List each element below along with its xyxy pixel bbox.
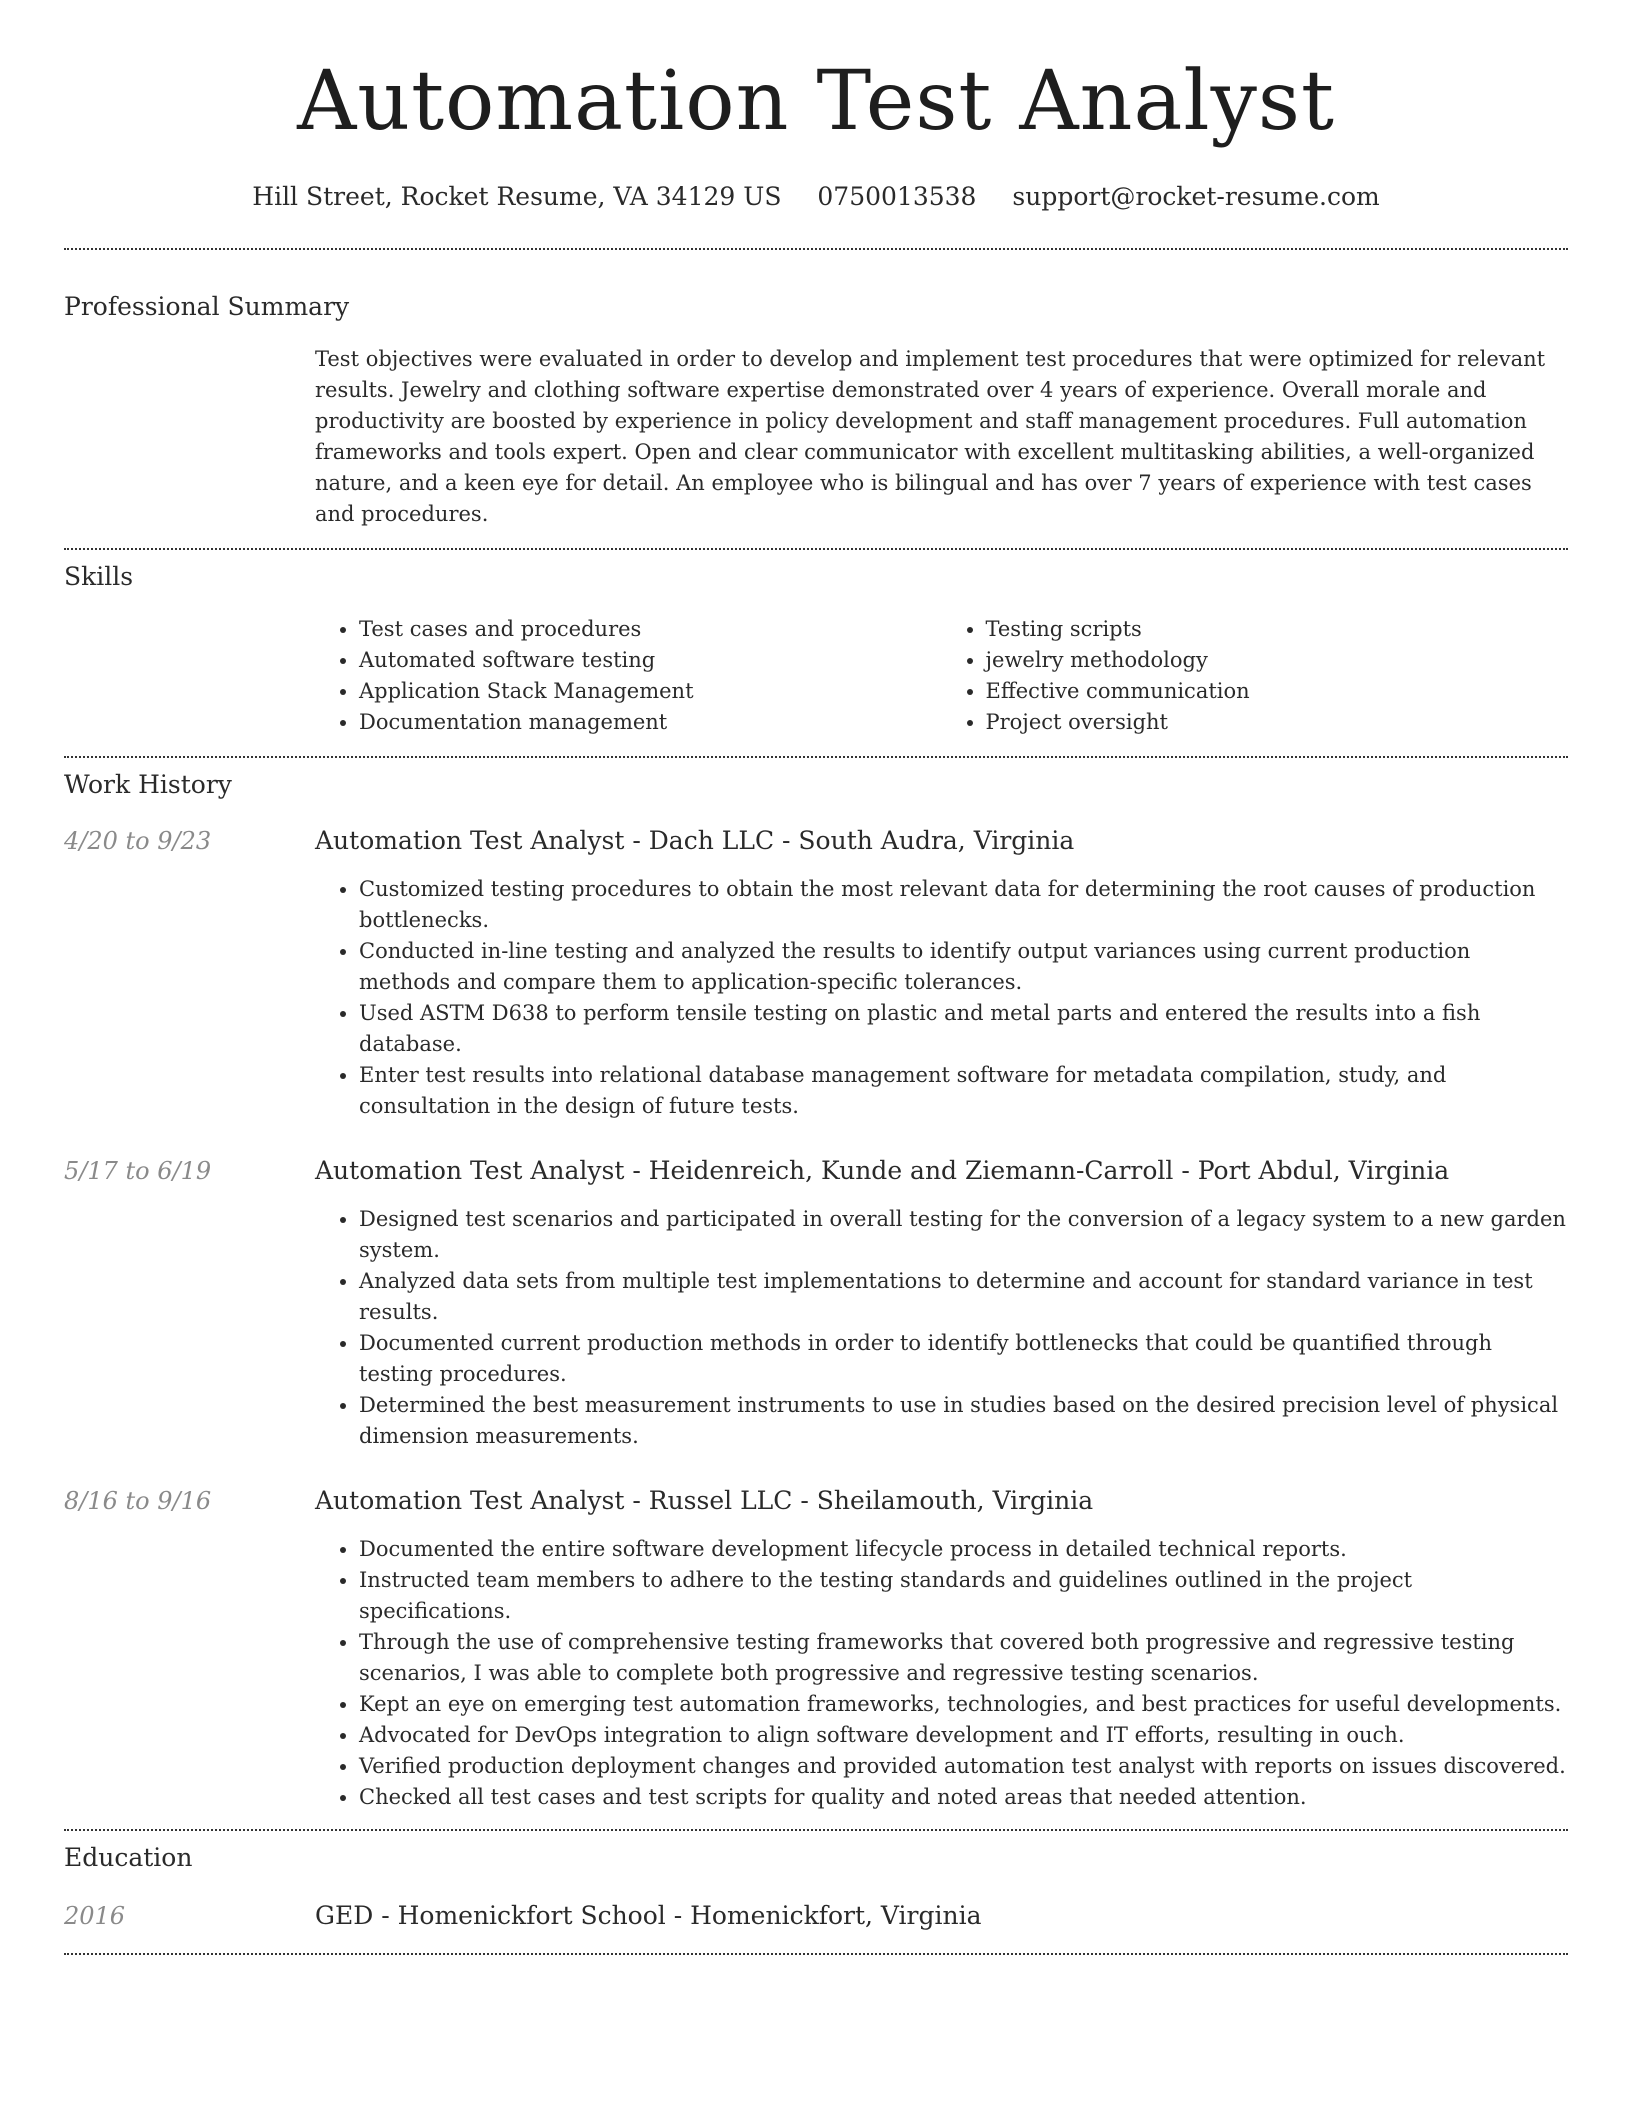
job-bullet: • Instructed team members to adhere to the testing standards and guidelines outlined in the project specifications. (359, 1565, 1568, 1627)
skill-item: • Project oversight (986, 707, 1569, 738)
job-bullet: • Enter test results into relational database management software for metadata compilation, study, and consultation in the design of future tests. (359, 1060, 1568, 1122)
section-title-education: Education (64, 1843, 193, 1872)
job-bullet: • Determined the best measurement instruments to use in studies based on the desired precision level of physical dimension measurements. (359, 1390, 1568, 1452)
skills-section (64, 550, 1568, 738)
contact-phone: 0750013538 (817, 182, 977, 211)
summary-text: Test objectives were evaluated in order to develop and implement test procedures that were optimized for relevant results. Jewelry and clothing software expertise demonstrated over 4 years of experience. Overall morale and productivity are boosted by experience in policy development and staff management procedures. Full automation frameworks and tools expert. Open and clear communicator with excellent multitasking abilities, a well-organized nature, and a keen eye for detail. An employee who is bilingual and has over 7 years of experience with test cases and procedures. (315, 347, 1546, 526)
job-entry (64, 1156, 1568, 1452)
job-bullet: • Designed test scenarios and participated in overall testing for the conversion of a legacy system to a new garden system. (359, 1204, 1568, 1266)
job-entry (64, 826, 1568, 1122)
summary-section (64, 250, 1568, 530)
education-year: 2016 (64, 1902, 126, 1930)
job-bullet: • Analyzed data sets from multiple test implementations to determine and account for standard variance in test results. (359, 1266, 1568, 1328)
job-bullet: • Kept an eye on emerging test automation frameworks, technologies, and best practices for useful developments. (359, 1689, 1568, 1720)
job-bullet: • Through the use of comprehensive testing frameworks that covered both progressive and regressive testing scenarios, I was able to complete both progressive and regressive testing scenarios. (359, 1627, 1568, 1689)
skills-list-left (315, 614, 942, 738)
contact-address: Hill Street, Rocket Resume, VA 34129 US (252, 182, 782, 211)
skill-item: • Application Stack Management (359, 676, 942, 707)
divider (64, 1953, 1568, 1955)
job-bullets (315, 1204, 1568, 1452)
candidate-name: Automation Test Analyst (297, 54, 1335, 149)
job-bullet: • Used ASTM D638 to perform tensile testing on plastic and metal parts and entered the results into a fish database. (359, 998, 1568, 1060)
job-bullet: • Verified production deployment changes and provided automation test analyst with reports on issues discovered. (359, 1751, 1568, 1782)
job-bullets (315, 874, 1568, 1122)
job-bullet: • Conducted in-line testing and analyzed the results to identify output variances using current production methods and compare them to application-specific tolerances. (359, 936, 1568, 998)
job-dates: 5/17 to 6/19 (64, 1157, 212, 1185)
skills-list-right (942, 614, 1569, 738)
section-title-work: Work History (64, 770, 232, 799)
job-bullet: • Checked all test cases and test scripts for quality and noted areas that needed attention. (359, 1782, 1568, 1813)
job-dates: 4/20 to 9/23 (64, 827, 212, 855)
education-section (64, 1831, 1568, 1931)
section-title-summary: Professional Summary (64, 292, 350, 321)
work-history-section (64, 758, 1568, 1813)
job-bullet: • Advocated for DevOps integration to align software development and IT efforts, resulting in ouch. (359, 1720, 1568, 1751)
skill-item: • Automated software testing (359, 645, 942, 676)
section-title-skills: Skills (64, 562, 134, 591)
job-title: Automation Test Analyst - Dach LLC - South Audra, Virginia (315, 826, 1075, 855)
skill-item: • Testing scripts (986, 614, 1569, 645)
job-title: Automation Test Analyst - Heidenreich, Kunde and Ziemann-Carroll - Port Abdul, Virginia (315, 1156, 1450, 1185)
job-bullets (315, 1534, 1568, 1813)
contact-email: support@rocket-resume.com (1012, 182, 1380, 211)
skill-item: • Effective communication (986, 676, 1569, 707)
job-entry (64, 1486, 1568, 1813)
job-bullet: • Documented the entire software development lifecycle process in detailed technical reports. (359, 1534, 1568, 1565)
contact-line (64, 182, 1568, 212)
job-title: Automation Test Analyst - Russel LLC - Sheilamouth, Virginia (315, 1486, 1094, 1515)
resume-page (64, 0, 1568, 1955)
skill-item: • Documentation management (359, 707, 942, 738)
skill-item: • jewelry methodology (986, 645, 1569, 676)
job-dates: 8/16 to 9/16 (64, 1487, 212, 1515)
skill-item: • Test cases and procedures (359, 614, 942, 645)
job-bullet: • Documented current production methods in order to identify bottlenecks that could be quantified through testing procedures. (359, 1328, 1568, 1390)
job-bullet: • Customized testing procedures to obtain the most relevant data for determining the root causes of production bottlenecks. (359, 874, 1568, 936)
education-entry: GED - Homenickfort School - Homenickfort, Virginia (315, 1901, 982, 1930)
